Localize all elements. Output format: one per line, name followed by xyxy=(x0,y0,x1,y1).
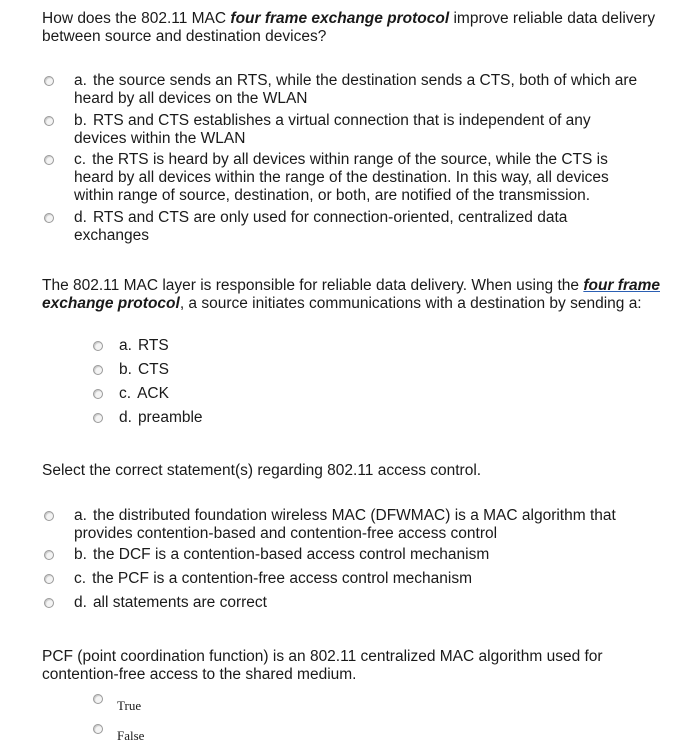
q1-option-d[interactable] xyxy=(44,209,674,245)
radio-button[interactable] xyxy=(93,724,103,734)
q1-option-a[interactable] xyxy=(44,72,674,108)
question-1-text xyxy=(42,10,672,46)
radio-button[interactable] xyxy=(44,511,54,521)
q3-option-b-label: b. the DCF is a contention-based access control mechanism xyxy=(74,546,490,563)
q2-text-post: , a source initiates communications with a destination by sending a: xyxy=(179,295,642,312)
q2-option-b-label: b. CTS xyxy=(119,361,169,378)
q4-option-true[interactable] xyxy=(93,690,103,704)
q1-option-b-label: b. RTS and CTS establishes a virtual connection that is independent of any devices within the WLAN xyxy=(74,112,591,147)
radio-button[interactable] xyxy=(44,598,54,608)
q2-option-a[interactable] xyxy=(93,337,169,355)
q3-option-a[interactable] xyxy=(44,507,674,543)
radio-button[interactable] xyxy=(44,76,54,86)
question-4-text: PCF (point coordination function) is an 802.11 centralized MAC algorithm used for contention-free access to the shared medium. xyxy=(42,648,603,683)
q1-option-a-label: a. the source sends an RTS, while the destination sends a CTS, both of which are heard by all devices on the WLAN xyxy=(74,72,638,107)
q2-option-c-label: c. ACK xyxy=(119,385,169,402)
q1-text-bold: four frame exchange protocol xyxy=(230,10,450,27)
q3-option-d[interactable] xyxy=(44,594,267,612)
q1-option-c-label: c. the RTS is heard by all devices within range of the source, while the CTS is heard by all devices within the range of the destination. In this way, all devices within range of source, destination, or both, are notified of the transmission. xyxy=(74,151,609,204)
q3-option-c-label: c. the PCF is a contention-free access control mechanism xyxy=(74,570,472,587)
q4-option-false-label: False xyxy=(117,728,145,743)
q3-option-c[interactable] xyxy=(44,570,472,588)
radio-button[interactable] xyxy=(93,694,103,704)
q1-text-pre: How does the 802.11 MAC xyxy=(42,10,231,27)
question-3-text: Select the correct statement(s) regarding 802.11 access control. xyxy=(42,462,482,479)
radio-button[interactable] xyxy=(44,155,54,165)
q2-option-c[interactable] xyxy=(93,385,169,403)
q2-text-pre: The 802.11 MAC layer is responsible for reliable data delivery. When using the xyxy=(42,277,584,294)
q1-option-c[interactable] xyxy=(44,151,674,205)
radio-button[interactable] xyxy=(93,365,103,375)
q2-option-d[interactable] xyxy=(93,409,203,427)
q4-option-true-label: True xyxy=(117,698,142,713)
q2-text-bold-underline: four frame xyxy=(583,277,660,294)
q2-text-bold: exchange protocol xyxy=(42,295,180,312)
radio-button[interactable] xyxy=(93,341,103,351)
q1-option-b[interactable] xyxy=(44,112,674,148)
question-2-text xyxy=(42,277,667,313)
q2-option-a-label: a. RTS xyxy=(119,337,169,354)
radio-button[interactable] xyxy=(44,116,54,126)
q2-option-b[interactable] xyxy=(93,361,169,379)
q4-option-false[interactable] xyxy=(93,720,103,734)
radio-button[interactable] xyxy=(44,213,54,223)
q3-option-b[interactable] xyxy=(44,546,489,564)
radio-button[interactable] xyxy=(44,574,54,584)
radio-button[interactable] xyxy=(44,550,54,560)
q2-option-d-label: d. preamble xyxy=(119,409,203,426)
radio-button[interactable] xyxy=(93,389,103,399)
q1-option-d-label: d. RTS and CTS are only used for connection-oriented, centralized data exchanges xyxy=(74,209,568,244)
radio-button[interactable] xyxy=(93,413,103,423)
q1-text-post: improve reliable data delivery between source and destination devices? xyxy=(42,10,656,45)
q3-option-d-label: d. all statements are correct xyxy=(74,594,267,611)
q3-option-a-label: a. the distributed foundation wireless MAC (DFWMAC) is a MAC algorithm that provides contention-based and contention-free access control xyxy=(74,507,616,542)
